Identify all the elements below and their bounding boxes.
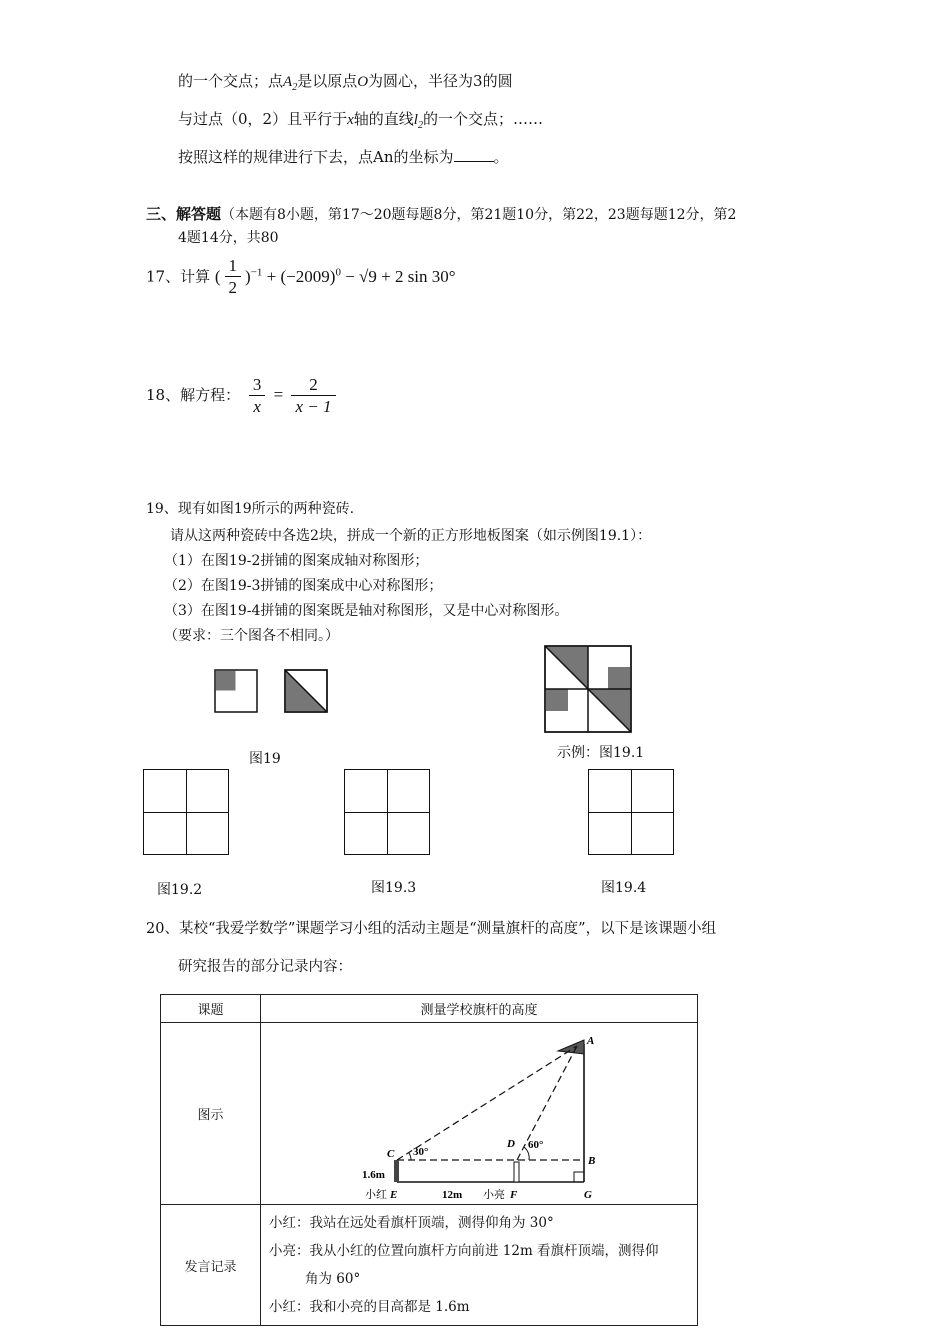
- speech-record: [261, 1205, 698, 1326]
- q20-line-2: 研究报告的部分记录内容：: [178, 959, 352, 975]
- diagram-cell: [261, 1023, 698, 1205]
- q19-line-3: （1）在图19-2拼铺的图案成轴对称图形；: [164, 553, 429, 569]
- fig192-caption: 图19.2: [157, 882, 203, 898]
- label-A: A: [587, 1034, 595, 1047]
- label-E: E: [390, 1188, 398, 1201]
- section-3-heading: 三、解答题（本题有8小题，第17～20题每题8分，第21题10分，第22，23题每题12分，第2: [146, 205, 737, 223]
- label-angle-60: 60°: [528, 1138, 544, 1151]
- label-B: B: [588, 1154, 596, 1167]
- q20-line-1: 20、某校“我爱学数学”课题学习小组的活动主题是“测量旗杆的高度”，以下是该课题小组: [146, 921, 717, 937]
- example-fig-19-1: [544, 645, 632, 733]
- flagpole-diagram: [261, 1024, 697, 1204]
- label-C: C: [387, 1147, 395, 1160]
- label-D: D: [507, 1137, 515, 1150]
- row-label-speech: 发言记录: [161, 1205, 261, 1326]
- question-18: 18、解方程： $\frac{3}{x}$ = $\frac{2}{x - 1}$: [146, 373, 340, 418]
- q19-line-5: （3）在图19-4拼铺的图案既是轴对称图形，又是中心对称图形。: [164, 603, 569, 619]
- label-G: G: [584, 1188, 592, 1201]
- label-distance: 12m: [442, 1188, 463, 1201]
- q19-line-1: 19、现有如图19所示的两种瓷砖.: [146, 501, 355, 517]
- section-3-desc-line-2: 4题14分，共80: [178, 230, 279, 246]
- label-angle-30: 30°: [413, 1145, 429, 1158]
- fig19-caption: 图19: [249, 751, 281, 767]
- grid-fig-19-3[interactable]: [344, 769, 430, 855]
- continuation-line-3: 按照这样的规律进行下去，点An的坐标为 。: [178, 148, 509, 166]
- q18-equation: $\frac{3}{x}$ = $\frac{2}{x - 1}$: [245, 385, 340, 404]
- question-17: 17、计算 ( $\frac{1}{2}$ )$^{-1} + (-2009)^0 - √9 + 2$ sin 30°: [146, 256, 456, 298]
- label-xiaohong: 小红: [365, 1187, 387, 1201]
- label-height: 1.6m: [362, 1168, 385, 1181]
- q19-line-4: （2）在图19-3拼铺的图案成中心对称图形；: [164, 578, 443, 594]
- row-label-diagram: 图示: [161, 1023, 261, 1205]
- row-value-topic: 测量学校旗杆的高度: [261, 995, 698, 1023]
- example-caption: 示例：图19.1: [557, 745, 645, 761]
- speech-line: 小红：我站在远处看旗杆顶端，测得仰角为 30°: [269, 1215, 554, 1231]
- q17-expression: ( $\frac{1}{2}$ )$^{-1} + (-2009)^0 - √9 + 2$ sin 30°: [214, 256, 456, 298]
- fig193-caption: 图19.3: [371, 880, 417, 896]
- label-xiaoliang: 小亮: [483, 1187, 505, 1201]
- fig194-caption: 图19.4: [601, 880, 647, 896]
- tile-triangle-icon: [284, 669, 328, 713]
- row-label-topic: 课题: [161, 995, 261, 1023]
- q19-line-6: （要求：三个图各不相同。）: [164, 628, 339, 644]
- tile-square-icon: [214, 669, 258, 713]
- research-report-table: [160, 994, 698, 1326]
- continuation-line-1: 的一个交点；点$A_2$是以原点O为圆心，半径为3的圆: [178, 72, 513, 93]
- q19-line-2: 请从这两种瓷砖中各选2块，拼成一个新的正方形地板图案（如示例图19.1）：: [170, 528, 652, 544]
- grid-fig-19-2[interactable]: [143, 769, 229, 855]
- label-F: F: [510, 1188, 518, 1201]
- speech-line: 小红：我和小亮的目高都是 1.6m: [269, 1299, 470, 1315]
- continuation-line-2: 与过点（0，2）且平行于x轴的直线$l_2$的一个交点；……: [178, 110, 543, 131]
- answer-blank[interactable]: [454, 147, 494, 162]
- speech-line: 小亮：我从小红的位置向旗杆方向前进 12m 看旗杆顶端，测得仰: [269, 1243, 659, 1259]
- speech-line: 角为 60°: [305, 1271, 361, 1287]
- grid-fig-19-4[interactable]: [588, 769, 674, 855]
